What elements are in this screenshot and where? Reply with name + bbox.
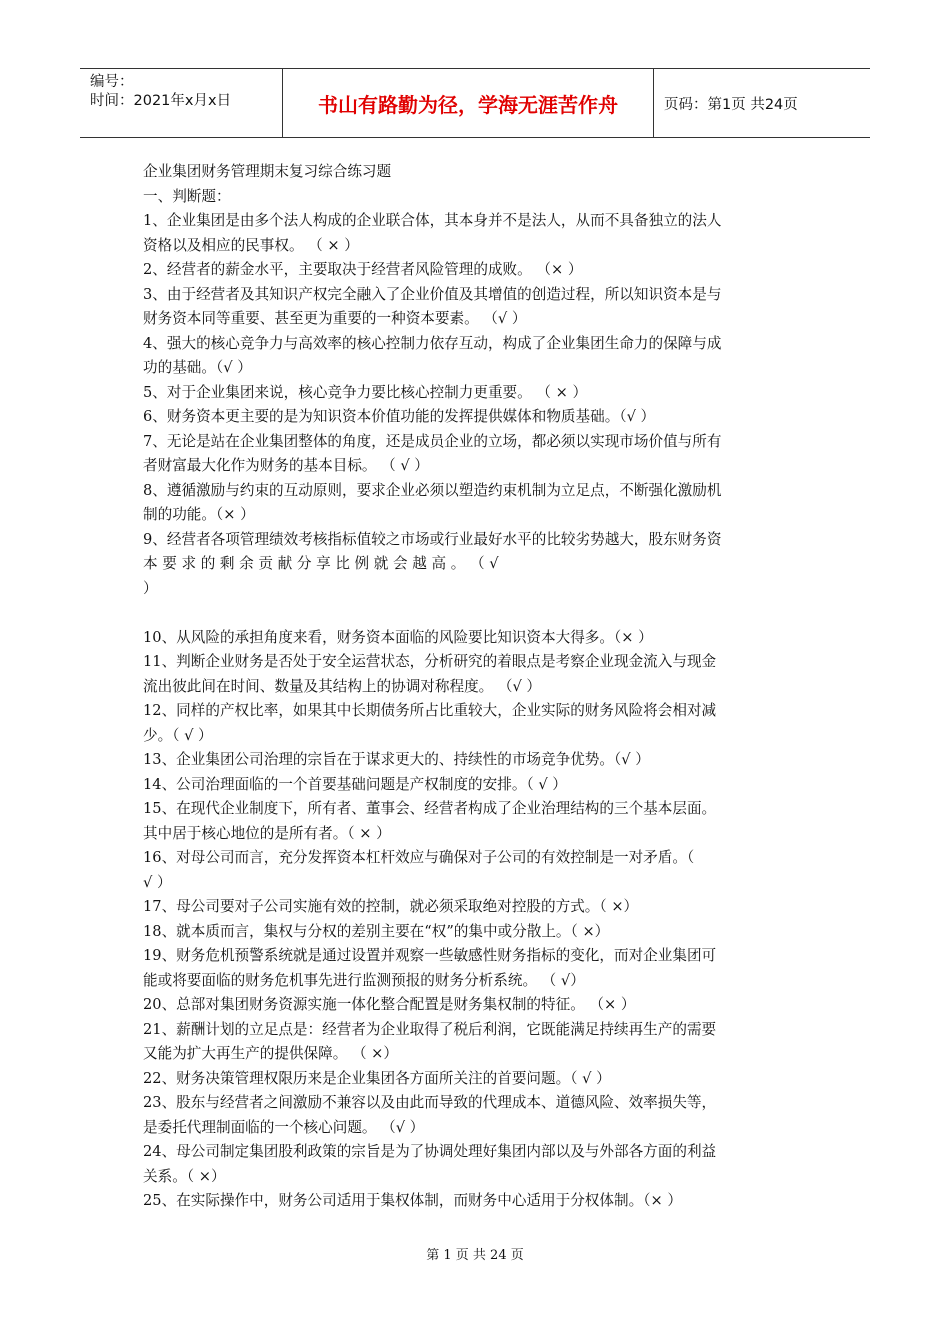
question-line: 流出彼此间在时间、数量及其结构上的协调对称程度。 （√ ） <box>143 677 542 695</box>
time-label: 时间：2021年x月x日 <box>90 93 232 109</box>
code-label: 编号： <box>90 74 134 90</box>
question-line: 13、企业集团公司治理的宗旨在于谋求更大的、持续性的市场竞争优势。（√ ） <box>143 751 650 768</box>
question-line: 3、由于经营者及其知识产权完全融入了企业价值及其增值的创造过程，所以知识资本是与 <box>143 285 722 303</box>
question-line: 17、母公司要对子公司实施有效的控制，就必须采取绝对控股的方式。（ ×） <box>143 898 639 915</box>
question-line: ） <box>143 579 158 597</box>
question-line: 2、经营者的薪金水平，主要取决于经营者风险管理的成败。 （× ） <box>143 261 583 278</box>
question-line: 资格以及相应的民事权。 （ × ） <box>143 236 359 254</box>
question-line: 8、遵循激励与约束的互动原则，要求企业必须以塑造约束机制为立足点，不断强化激励机 <box>143 481 722 499</box>
question-line: 12、同样的产权比率，如果其中长期债务所占比重较大，企业实际的财务风险将会相对减 <box>143 702 717 719</box>
question-line: 制的功能。（× ） <box>143 506 255 523</box>
question-line: 18、就本质而言，集权与分权的差别主要在“权”的集中或分散上。（ ×） <box>143 922 610 940</box>
question-line: 其中居于核心地位的是所有者。（ × ） <box>143 824 391 842</box>
page-header <box>80 68 870 138</box>
question-line: 4、强大的核心竞争力与高效率的核心控制力依存互动，构成了企业集团生命力的保障与成 <box>143 334 722 352</box>
question-line: 15、在现代企业制度下，所有者、董事会、经营者构成了企业治理结构的三个基本层面。 <box>143 800 717 817</box>
question-list <box>143 209 811 1214</box>
question-line: 能或将要面临的财务危机事先进行监测预报的财务分析系统。 （ √） <box>143 971 585 989</box>
question-line: 少。（ √ ） <box>143 726 213 744</box>
header-meta <box>80 69 282 137</box>
question-line: 5、对于企业集团来说，核心竞争力要比核心控制力更重要。 （ × ） <box>143 383 588 401</box>
question-line: 24、母公司制定集团股利政策的宗旨是为了协调处理好集团内部以及与外部各方面的利益 <box>143 1143 717 1160</box>
question-line: 是委托代理制面临的一个核心问题。 （√ ） <box>143 1118 425 1136</box>
question-line: 1、企业集团是由多个法人构成的企业联合体，其本身并不是法人，从而不具备独立的法人 <box>143 212 722 229</box>
section-heading: 一、判断题： <box>143 187 231 205</box>
question-line: 又能为扩大再生产的提供保障。 （ ×） <box>143 1045 399 1062</box>
document-title: 企业集团财务管理期末复习综合练习题 <box>143 163 392 180</box>
question-line: √ ） <box>143 873 172 891</box>
question-line: 11、判断企业财务是否处于安全运营状态，分析研究的着眼点是考察企业现金流入与现金 <box>143 653 717 670</box>
blank-line <box>143 601 811 626</box>
page-footer: 第 1 页 共 24 页 <box>426 1248 524 1263</box>
header-page-info: 页码：第1页 共24页 <box>664 96 798 113</box>
question-line: 者财富最大化作为财务的基本目标。 （ √ ） <box>143 457 429 474</box>
question-line: 23、股东与经营者之间激励不兼容以及由此而导致的代理成本、道德风险、效率损失等， <box>143 1094 717 1111</box>
question-line: 本 要 求 的 剩 余 贡 献 分 享 比 例 就 会 越 高 。 （ √ <box>143 555 499 572</box>
header-motto: 书山有路勤为径，学海无涯苦作舟 <box>282 69 654 137</box>
question-line: 功的基础。（√ ） <box>143 359 252 376</box>
question-line: 22、财务决策管理权限历来是企业集团各方面所关注的首要问题。（ √ ） <box>143 1069 611 1087</box>
question-line: 16、对母公司而言，充分发挥资本杠杆效应与确保对子公司的有效控制是一对矛盾。（ <box>143 849 695 866</box>
document-body <box>143 160 811 1214</box>
question-line: 20、总部对集团财务资源实施一体化整合配置是财务集权制的特征。 （× ） <box>143 996 636 1013</box>
question-line: 7、无论是站在企业集团整体的角度，还是成员企业的立场，都必须以实现市场价值与所有 <box>143 432 722 450</box>
question-line: 21、薪酬计划的立足点是：经营者为企业取得了税后利润，它既能满足持续再生产的需要 <box>143 1020 717 1038</box>
question-line: 10、从风险的承担角度来看，财务资本面临的风险要比知识资本大得多。（× ） <box>143 628 653 646</box>
question-line: 14、公司治理面临的一个首要基础问题是产权制度的安排。（ √ ） <box>143 775 567 793</box>
question-line: 9、经营者各项管理绩效考核指标值较之市场或行业最好水平的比较劣势越大，股东财务资 <box>143 530 722 548</box>
question-line: 关系。（ ×） <box>143 1167 226 1185</box>
question-line: 19、财务危机预警系统就是通过设置并观察一些敏感性财务指标的变化，而对企业集团可 <box>143 947 717 964</box>
question-line: 6、财务资本更主要的是为知识资本价值功能的发挥提供媒体和物质基础。（√ ） <box>143 408 656 425</box>
question-line: 财务资本同等重要、甚至更为重要的一种资本要素。 （√ ） <box>143 310 527 327</box>
question-line: 25、在实际操作中，财务公司适用于集权体制，而财务中心适用于分权体制。（× ） <box>143 1192 682 1209</box>
